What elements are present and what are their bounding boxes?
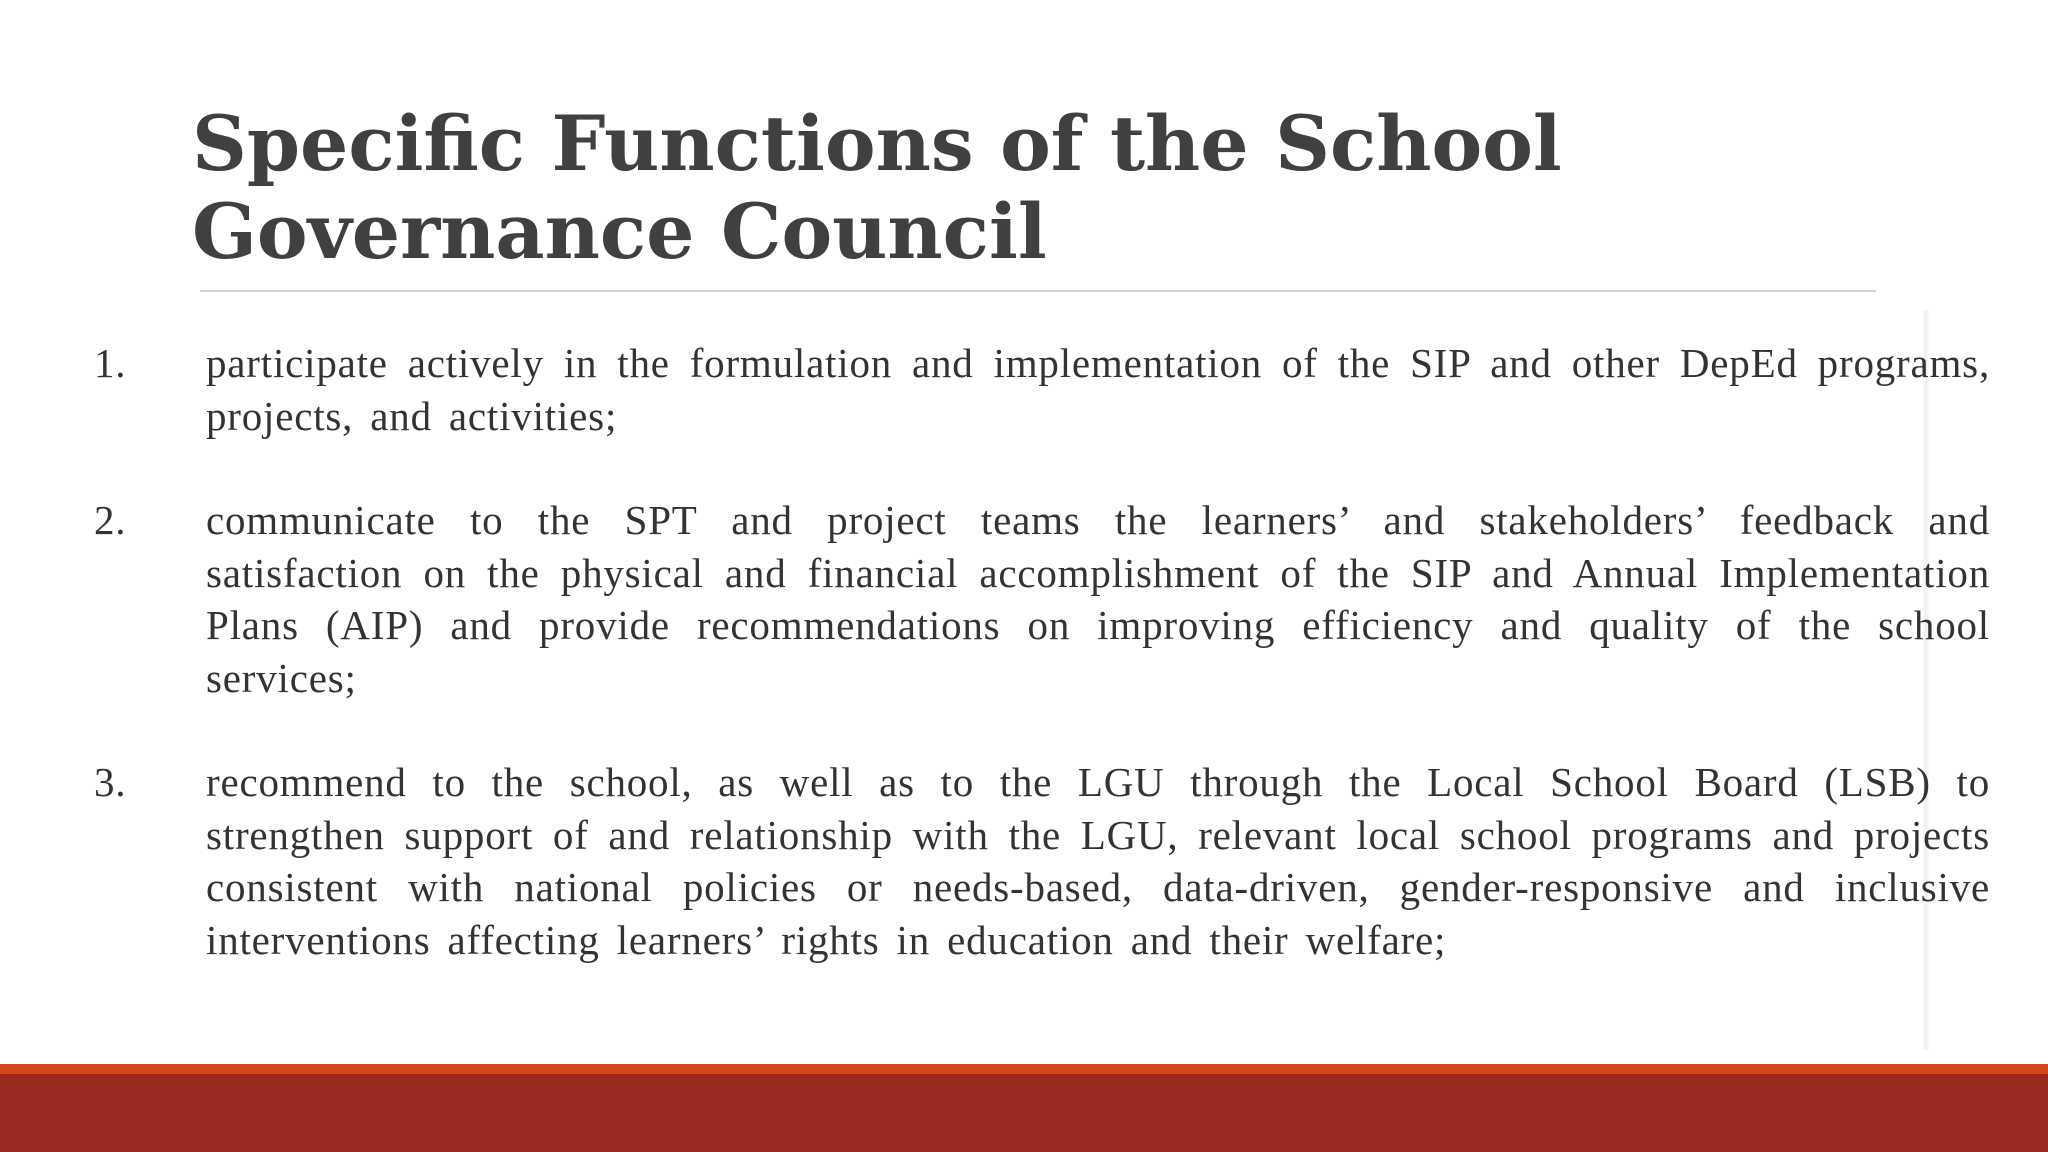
list-item-text: communicate to the SPT and project teams the learners’ and stakeholders’ feedback and satisfaction on the physical and financial accomplishment of the SIP and Annual Implementation Plans (AIP) and provide recommendations on improving efficiency and quality of the school services; [206, 497, 1990, 701]
footer-accent-line [0, 1064, 2048, 1074]
list-item-text: recommend to the school, as well as to the LGU through the Local School Board (LSB) to strengthen support of and relationship with the LGU, relevant local school programs and projects consistent with national policies or needs-based, data-driven, gender-responsive and inclusive interventions affecting learners’ rights in education and their welfare; [206, 759, 1990, 963]
title-divider [200, 290, 1876, 292]
list-item [94, 494, 1990, 704]
list-item-text: participate actively in the formulation and implementation of the SIP and other DepEd programs, projects, and activities; [206, 340, 1990, 439]
list-item [94, 337, 1990, 442]
functions-list [94, 337, 1990, 1018]
list-item-number: 2. [94, 497, 127, 543]
list-item [94, 756, 1990, 966]
footer-band [0, 1074, 2048, 1152]
slide-title: Specific Functions of the School Governance Council [192, 99, 1562, 276]
list-item-number: 3. [94, 759, 127, 805]
list-item-number: 1. [94, 340, 127, 386]
